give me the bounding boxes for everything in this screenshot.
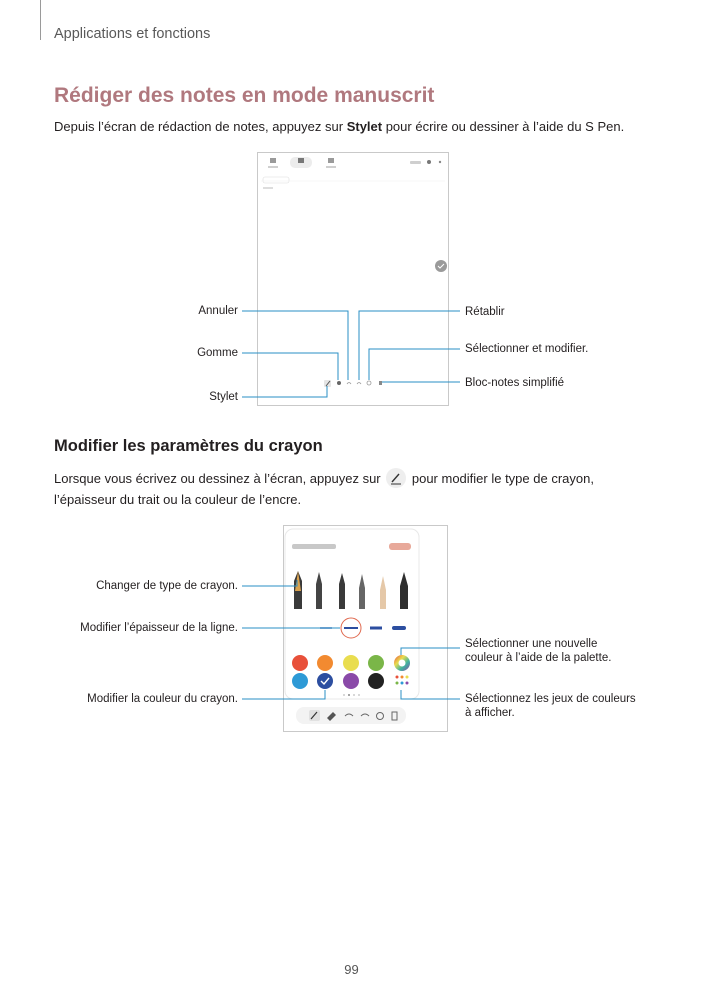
label-annuler: Annuler [198, 305, 238, 317]
label-line-thickness: Modifier l’épaisseur de la ligne. [80, 622, 238, 634]
stylet-bold: Stylet [346, 119, 383, 134]
label-new-color: Sélectionner une nouvelle couleur à l’aide de la palette. [465, 638, 612, 664]
subsection-title: Modifier les paramètres du crayon [54, 437, 323, 455]
pen-settings-paragraph: Lorsque vous écrivez ou dessinez à l’écran, appuyez sur pour modifier le type de crayon, l’épaisseur du trait ou la couleur de l’encre. [54, 468, 654, 510]
label-bloc-notes: Bloc-notes simplifié [465, 377, 565, 389]
label-pen-type: Changer de type de crayon. [96, 580, 238, 592]
page-number: 99 [344, 962, 359, 977]
label-pen-color: Modifier la couleur du crayon. [87, 693, 238, 705]
label-retablir: Rétablir [465, 306, 505, 318]
label-selectionner: Sélectionner et modifier. [465, 343, 589, 355]
label-stylet: Stylet [209, 391, 238, 403]
section-title: Rédiger des notes en mode manuscrit [54, 84, 435, 107]
label-color-sets: Sélectionnez les jeux de couleurs à afficher. [465, 693, 636, 719]
intro-paragraph: Depuis l’écran de rédaction de notes, appuyez sur Stylet pour écrire ou dessiner à l’aide du S Pen. [54, 119, 625, 134]
label-gomme: Gomme [197, 347, 238, 359]
running-header: Applications et fonctions [54, 26, 211, 42]
